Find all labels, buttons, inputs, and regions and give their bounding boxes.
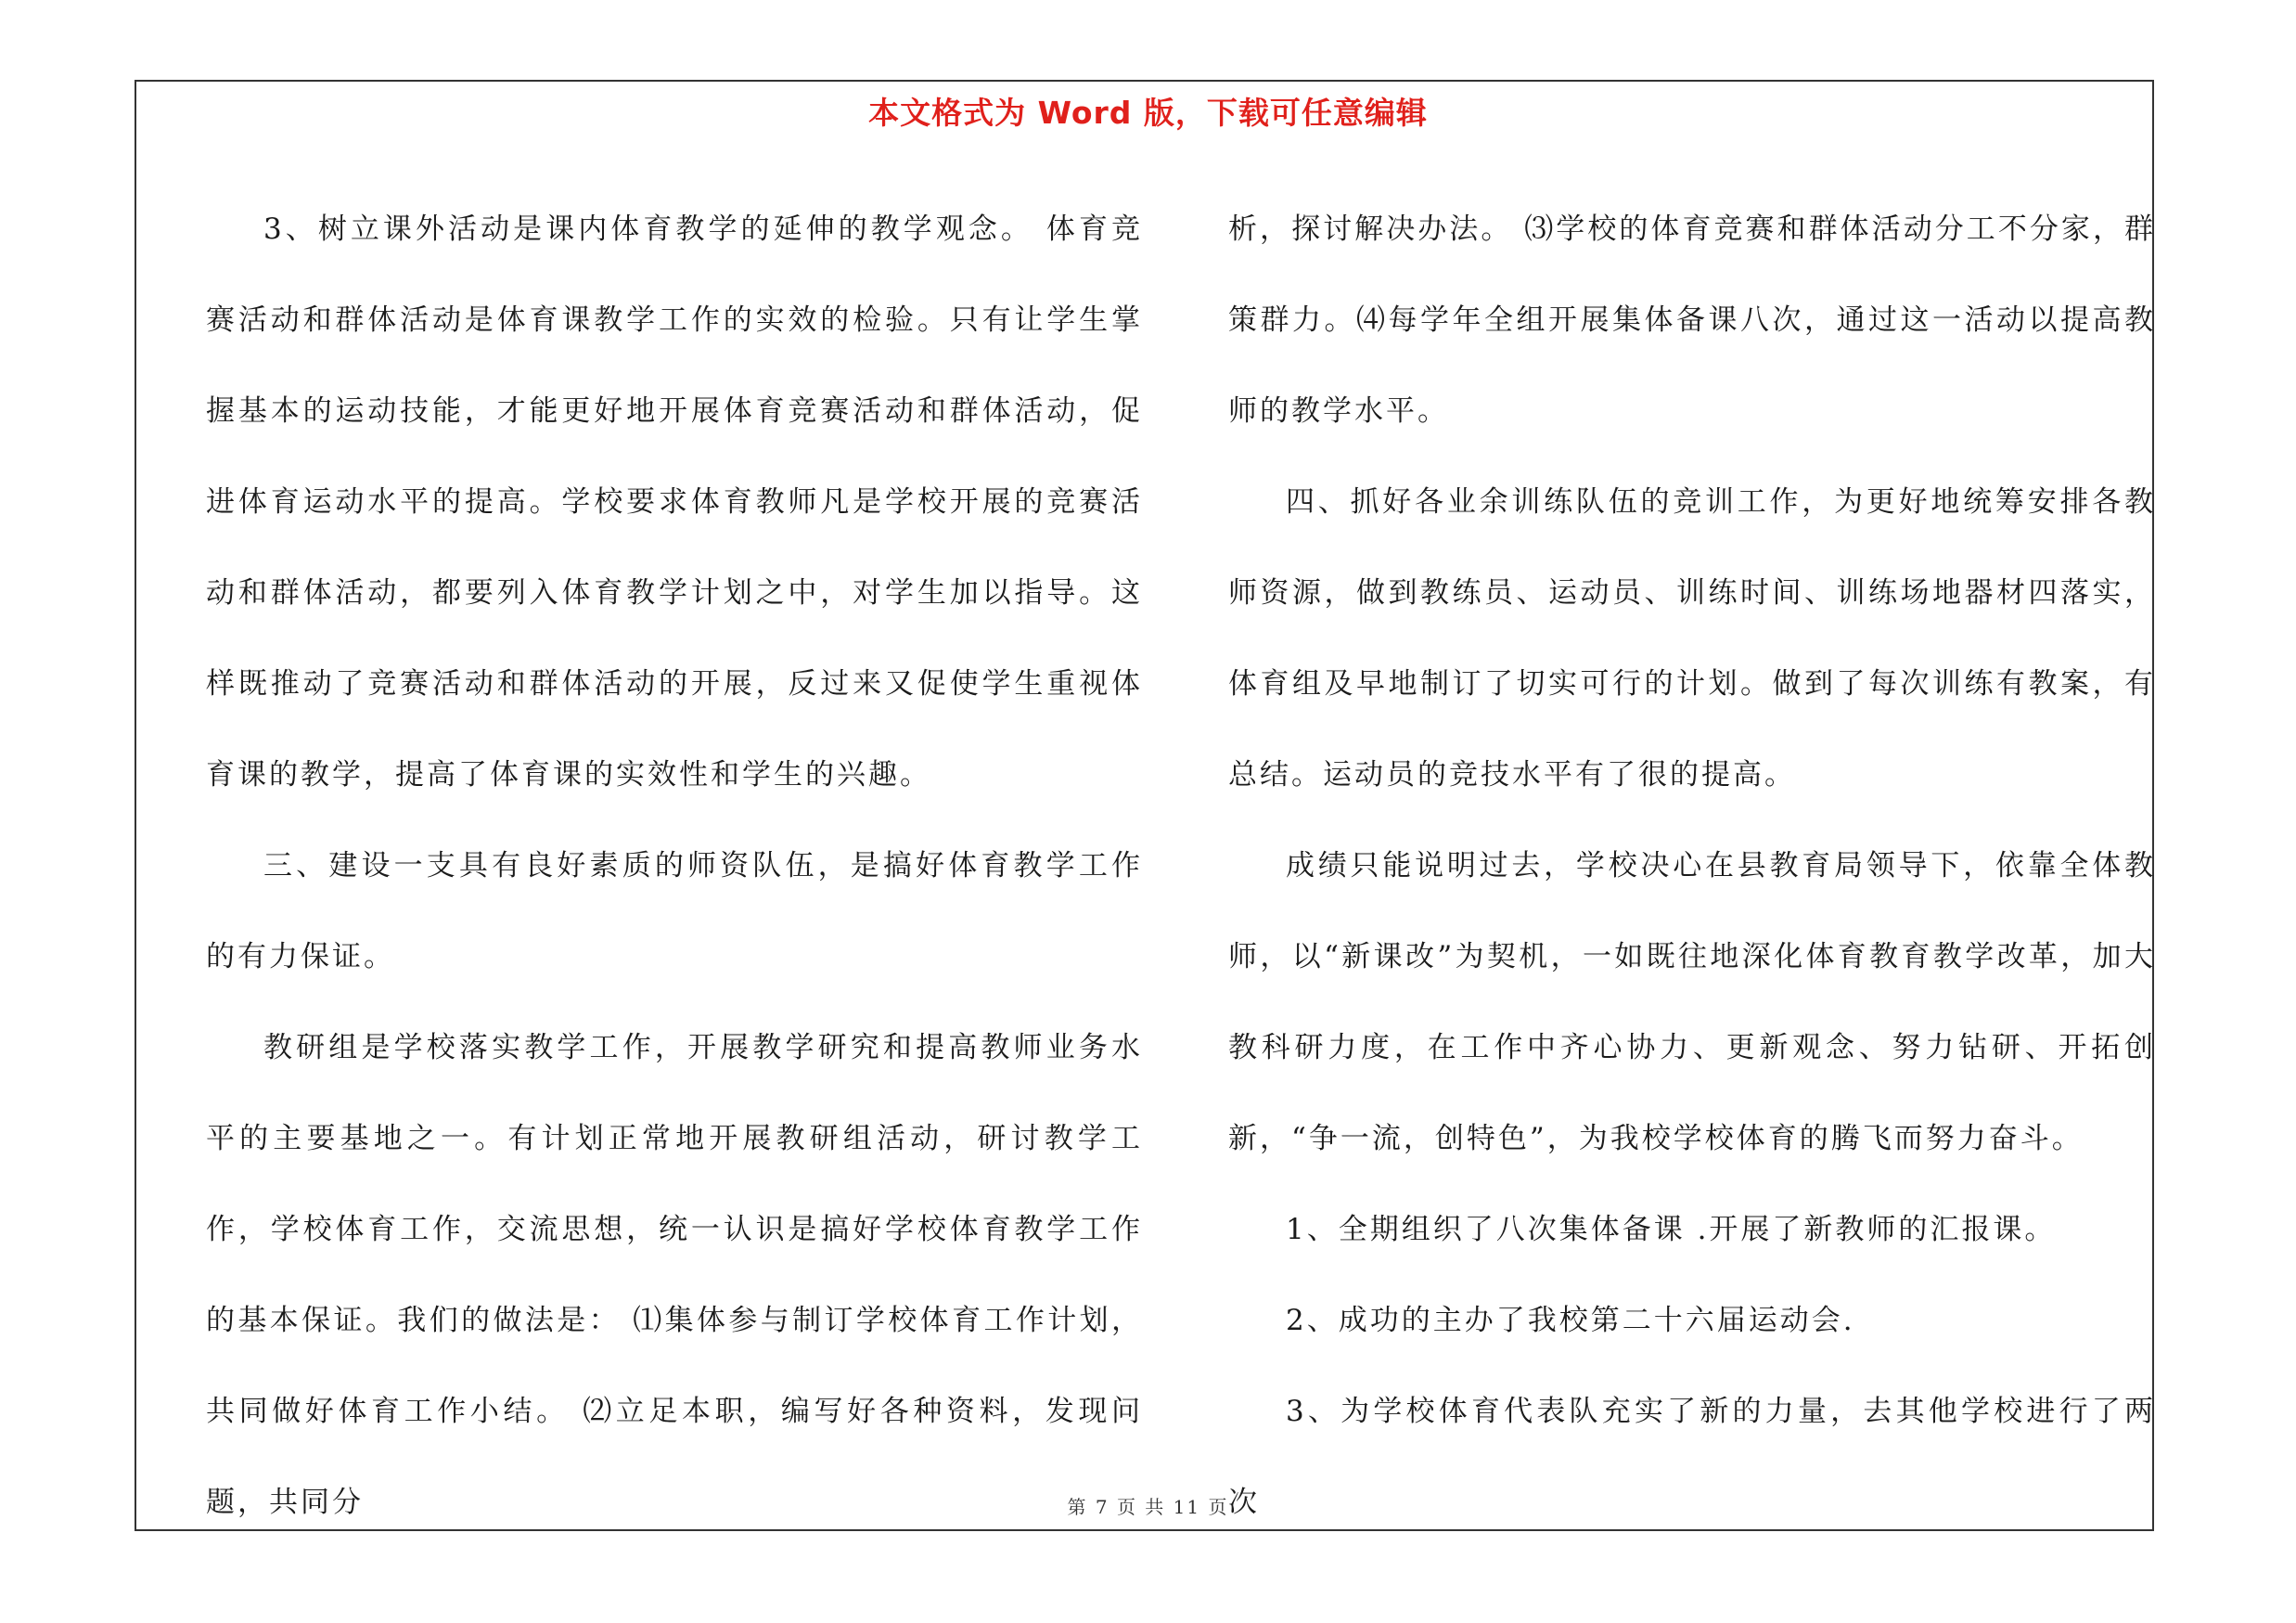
paragraph: 四、抓好各业余训练队伍的竞训工作，为更好地统筹安排各教师资源，做到教练员、运动员、训练时间、训练场地器材四落实，体育组及早地制订了切实可行的计划。做到了每次训练有教案，有总结。运动员的竞技水平有了很的提高。 [1228, 485, 2156, 792]
continued-paragraph: 析，探讨解决办法。 ⑶学校的体育竞赛和群体活动分工不分家，群策群力。⑷每学年全组开展集体备课八次，通过这一活动以提高教师的教学水平。 [1228, 213, 2156, 428]
paragraph: 教研组是学校落实教学工作，开展教学研究和提高教师业务水平的主要基地之一。有计划正常地开展教研组活动，研讨教学工作，学校体育工作，交流思想，统一认识是搞好学校体育教学工作的基本保证。我们的做法是： ⑴集体参与制订学校体育工作计划，共同做好体育工作小结。 ⑵立足本职，编写好各种资料，发现问题，共同分 [206, 1031, 1143, 1519]
paragraph: 成绩只能说明过去，学校决心在县教育局领导下，依靠全体教师，以“新课改”为契机，一如既往地深化体育教育教学改革，加大教科研力度，在工作中齐心协力、更新观念、努力钻研、开拓创新，“争一流，创特色”，为我校学校体育的腾飞而努力奋斗。 [1228, 849, 2156, 1155]
paragraph: 3、树立课外活动是课内体育教学的延伸的教学观念。 体育竞赛活动和群体活动是体育课教学工作的实效的检验。只有让学生掌握基本的运动技能，才能更好地开展体育竞赛活动和群体活动，促进体育运动水平的提高。学校要求体育教师凡是学校开展的竞赛活动和群体活动，都要列入体育教学计划之中，对学生加以指导。这样既推动了竞赛活动和群体活动的开展，反过来又促使学生重视体育课的教学，提高了体育课的实效性和学生的兴趣。 [206, 213, 1143, 792]
list-item: 2、成功的主办了我校第二十六届运动会. [1286, 1304, 1855, 1337]
paragraph: 三、建设一支具有良好素质的师资队伍，是搞好体育教学工作的有力保证。 [206, 849, 1143, 973]
list-item: 1、全期组织了八次集体备课 .开展了新教师的汇报课。 [1286, 1213, 2057, 1246]
left-column [206, 184, 1143, 1548]
page-number-footer: 第 7 页 共 11 页 [1067, 1496, 1229, 1518]
list-item: 3、为学校体育代表队充实了新的力量，去其他学校进行了两次 [1228, 1395, 2156, 1519]
word-format-banner: 本文格式为 Word 版，下载可任意编辑 [868, 95, 1428, 131]
right-column [1228, 184, 2156, 1548]
